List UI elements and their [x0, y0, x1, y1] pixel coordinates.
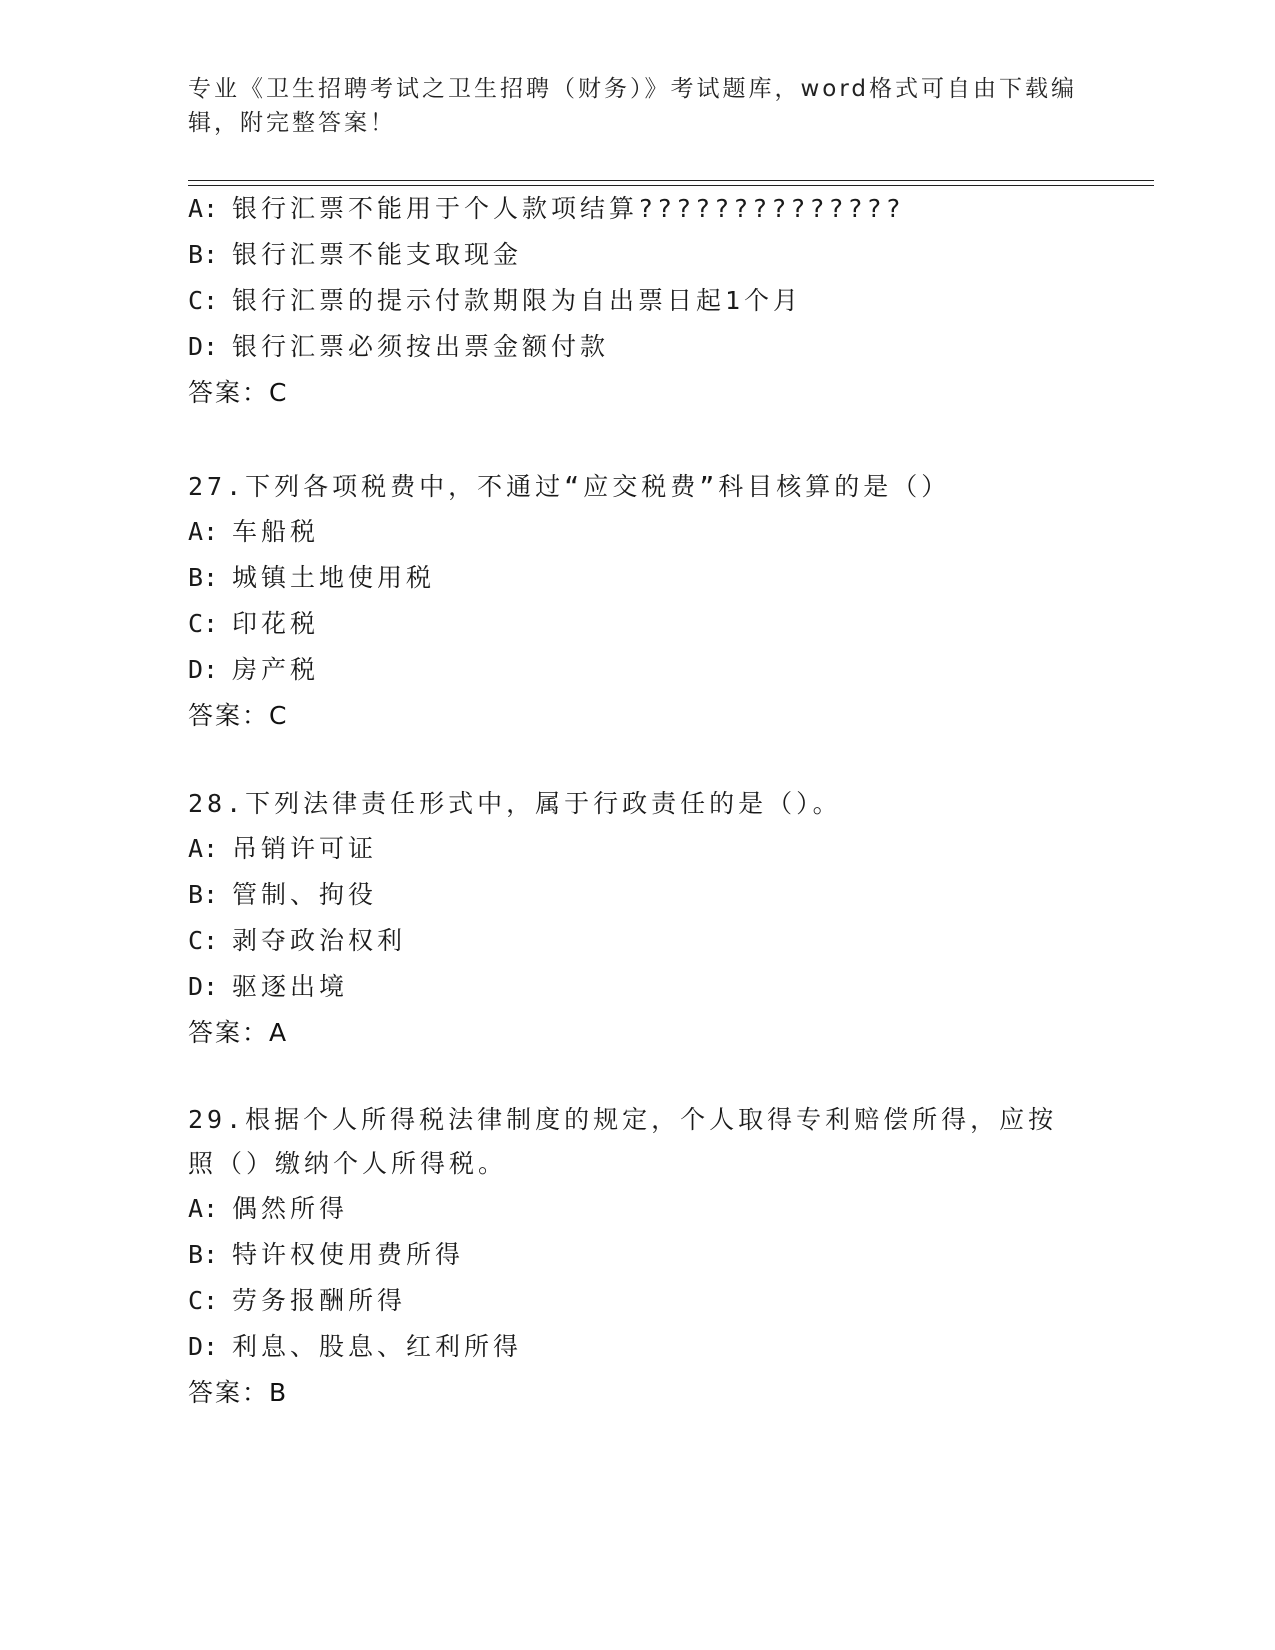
header-divider-top	[188, 180, 1154, 181]
option-text: 银行汇票的提示付款期限为自出票日起1个月	[232, 286, 803, 315]
option-label: B:	[188, 240, 219, 269]
option-label: C:	[188, 609, 219, 638]
answer: 答案：C	[188, 701, 289, 730]
option-label: D:	[188, 655, 219, 684]
question-stem: 28.下列法律责任形式中，属于行政责任的是（）。	[188, 789, 842, 818]
option-text: 吊销许可证	[232, 834, 378, 863]
option-label: A:	[188, 1194, 219, 1223]
option-text: 房产税	[232, 655, 320, 684]
option-text: 银行汇票不能支取现金	[232, 240, 523, 269]
option-b	[188, 555, 1108, 601]
option-text: 车船税	[232, 517, 320, 546]
option-b	[188, 872, 1108, 918]
option-text: 劳务报酬所得	[232, 1286, 407, 1315]
question-28	[188, 782, 1108, 1056]
option-label: A:	[188, 517, 219, 546]
option-c	[188, 918, 1108, 964]
question-27	[188, 465, 1108, 739]
option-a	[188, 826, 1108, 872]
option-d	[188, 964, 1108, 1010]
option-text: 城镇土地使用税	[232, 563, 436, 592]
option-label: C:	[188, 286, 219, 315]
option-b	[188, 1232, 1108, 1278]
option-d	[188, 647, 1108, 693]
option-label: D:	[188, 332, 219, 361]
option-text: 利息、股息、红利所得	[232, 1332, 523, 1361]
question-stem: 27.下列各项税费中，不通过“应交税费”科目核算的是（）	[188, 472, 951, 501]
option-a	[188, 509, 1108, 555]
option-text: 印花税	[232, 609, 320, 638]
option-text: 特许权使用费所得	[232, 1240, 465, 1269]
option-text: 银行汇票不能用于个人款项结算??????????????	[232, 194, 905, 223]
option-text: 银行汇票必须按出票金额付款	[232, 332, 610, 361]
option-text: 驱逐出境	[232, 972, 349, 1001]
option-d	[188, 1324, 1108, 1370]
option-c	[188, 601, 1108, 647]
option-label: D:	[188, 1332, 219, 1361]
option-a	[188, 1186, 1108, 1232]
question-29	[188, 1098, 1108, 1416]
option-text: 偶然所得	[232, 1194, 349, 1223]
option-label: A:	[188, 834, 219, 863]
option-c	[188, 1278, 1108, 1324]
option-label: C:	[188, 926, 219, 955]
option-label: B:	[188, 563, 219, 592]
option-d	[188, 324, 1108, 370]
document-header: 专业《卫生招聘考试之卫生招聘（财务）》考试题库，word格式可自由下载编辑，附完整答案！	[188, 76, 1078, 136]
option-c	[188, 278, 1108, 324]
answer: 答案：B	[188, 1378, 289, 1407]
option-label: D:	[188, 972, 219, 1001]
answer: 答案：C	[188, 378, 289, 407]
option-label: B:	[188, 880, 219, 909]
option-label: B:	[188, 1240, 219, 1269]
option-label: A:	[188, 194, 219, 223]
option-label: C:	[188, 1286, 219, 1315]
option-text: 剥夺政治权利	[232, 926, 407, 955]
option-text: 管制、拘役	[232, 880, 378, 909]
question-stem: 29.根据个人所得税法律制度的规定，个人取得专利赔偿所得，应按照（）缴纳个人所得税。	[188, 1105, 1058, 1178]
question-26	[188, 186, 1108, 416]
answer: 答案：A	[188, 1018, 289, 1047]
option-b	[188, 232, 1108, 278]
option-a	[188, 186, 1108, 232]
